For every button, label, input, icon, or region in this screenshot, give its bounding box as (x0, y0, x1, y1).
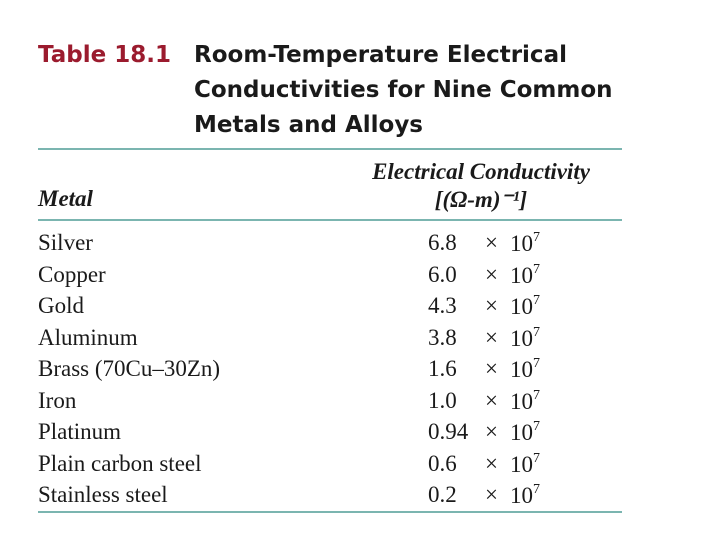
power-base: 10 (510, 483, 533, 508)
power-exponent: 7 (533, 450, 540, 466)
table-title-line-2: Conductivities for Nine Common (194, 77, 613, 103)
power-of-ten (510, 419, 540, 446)
header-rule (38, 219, 622, 221)
power-base: 10 (510, 231, 533, 256)
table-body (38, 228, 622, 512)
conductivity-value-cell: 6.8 (428, 230, 457, 255)
power-of-ten (510, 482, 540, 509)
metal-column-header: Metal (38, 186, 93, 211)
times-symbol: × (485, 450, 498, 476)
conductivity-value-cell: 1.6 (428, 356, 457, 381)
metal-name-cell: Gold (38, 293, 84, 318)
power-base: 10 (510, 262, 533, 288)
table-title (194, 38, 674, 143)
times-symbol: × (485, 419, 498, 444)
power-exponent: 7 (533, 261, 540, 277)
metal-name-cell: Copper (38, 261, 106, 287)
metal-name-cell: Silver (38, 230, 93, 255)
conductivity-value-cell: 4.3 (428, 293, 457, 318)
power-base: 10 (510, 420, 533, 445)
power-base: 10 (510, 357, 533, 382)
power-base: 10 (510, 388, 533, 414)
table-row (38, 449, 622, 481)
top-rule (38, 148, 622, 150)
power-of-ten (510, 230, 540, 257)
power-of-ten (510, 388, 540, 415)
times-symbol: × (485, 324, 498, 350)
power-exponent: 7 (533, 482, 540, 497)
conductivity-value-cell: 6.0 (428, 261, 457, 287)
power-base: 10 (510, 451, 533, 477)
power-of-ten (510, 325, 540, 352)
conductivity-header-line-1: Electrical Conductivity (372, 159, 590, 184)
metal-name-cell: Plain carbon steel (38, 450, 202, 476)
power-exponent: 7 (533, 324, 540, 340)
power-exponent: 7 (533, 293, 540, 308)
table-row (38, 291, 622, 323)
table-row (38, 480, 622, 512)
table-row (38, 228, 622, 260)
table-row (38, 323, 622, 355)
power-exponent: 7 (533, 387, 540, 403)
metal-name-cell: Iron (38, 387, 77, 413)
conductivity-value-cell: 0.2 (428, 482, 457, 507)
conductivity-header-units: [(Ω-m)⁻¹] (434, 187, 528, 212)
metal-name-cell: Aluminum (38, 324, 138, 350)
power-of-ten (510, 262, 540, 289)
bottom-rule (38, 511, 622, 513)
metal-name-cell: Stainless steel (38, 482, 168, 507)
times-symbol: × (485, 387, 498, 413)
metal-name-cell: Brass (70Cu–30Zn) (38, 356, 221, 381)
times-symbol: × (485, 261, 498, 287)
times-symbol: × (485, 230, 498, 255)
conductivity-value-cell: 1.0 (428, 387, 457, 413)
power-of-ten (510, 356, 540, 383)
power-exponent: 7 (533, 356, 540, 371)
power-of-ten (510, 451, 540, 478)
conductivity-column-header (340, 158, 622, 214)
power-base: 10 (510, 294, 533, 319)
table-row (38, 386, 622, 418)
power-exponent: 7 (533, 419, 540, 434)
power-of-ten (510, 293, 540, 320)
times-symbol: × (485, 356, 498, 381)
times-symbol: × (485, 482, 498, 507)
table-row (38, 354, 622, 386)
table-row (38, 260, 622, 292)
power-exponent: 7 (533, 230, 540, 245)
conductivity-value-cell: 0.94 (428, 419, 469, 444)
table-row (38, 417, 622, 449)
table-title-line-1: Room-Temperature Electrical (194, 42, 567, 68)
conductivity-value-cell: 0.6 (428, 450, 457, 476)
times-symbol: × (485, 293, 498, 318)
conductivity-value-cell: 3.8 (428, 324, 457, 350)
table-number: Table 18.1 (38, 42, 171, 68)
metal-name-cell: Platinum (38, 419, 122, 444)
table-title-line-3: Metals and Alloys (194, 112, 424, 138)
power-base: 10 (510, 325, 533, 351)
